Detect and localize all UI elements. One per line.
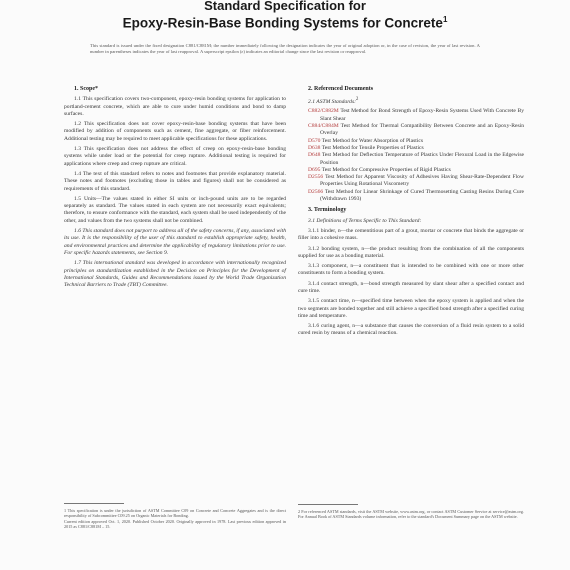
terminology-paragraph: 3.1 Definitions of Terms Specific to This Standard: — [308, 217, 422, 224]
reference-code-link[interactable]: C882/C882M — [308, 108, 339, 115]
terminology-paragraph: 3.1.3 component, n—a constituent that is intended to be combined with one or more other constituents to form a bonding system. — [298, 263, 524, 277]
terminology-paragraph: 3.1.1 binder, n—the cementitious part of a grout, mortar or concrete that binds the aggregate or filler into a cohesive mass. — [298, 227, 524, 242]
title-text: Epoxy-Resin-Base Bonding Systems for Concrete — [122, 15, 443, 31]
reference-code-link[interactable]: D648 — [308, 152, 321, 159]
designation-note: This standard is issued under the fixed designation C881/C881M; the number immediately following the designation indicates the year of original adoption or, in the case of revision, the year of last revision. A number in parentheses indicates the year of last reapproval. A superscript epsilon (ε) indicates an editorial change since the last revision or reapproval. — [90, 43, 480, 55]
reference-code-link[interactable]: D695 — [308, 166, 321, 173]
reference-title: Test Method for Water Absorption of Plastics — [321, 137, 424, 144]
terminology-paragraph: 3.1.4 contact strength, n—bond strength measured by slant shear after a specified contact and cure time. — [298, 280, 524, 294]
footnote-rule-left — [64, 503, 124, 504]
scope-paragraph: 1.4 The text of this standard refers to notes and footnotes that provide explanatory material. These notes and footnotes (excluding those in tables and figures) shall not be considered as requirements of this standard. — [64, 170, 286, 192]
terminology-paragraphs — [298, 218, 524, 338]
reference-item — [308, 123, 524, 138]
reference-code-link[interactable]: C884/C884M — [308, 123, 339, 130]
footnote-rule-right — [298, 504, 358, 505]
scope-paragraph: 1.7 This international standard was developed in accordance with internationally recognized principles on standardization established in the Decision on Principles for the Development of International Standards, Guides and Recommendations issued by the World Trade Organization Technical Barriers to Trade (TBT) Committee. — [64, 260, 286, 289]
terminology-paragraph: 3.1.2 bonding system, n—the product resulting from the combination of all the components supplied for use as a bonding material. — [298, 245, 524, 259]
terminology-paragraph: 3.1.5 contact time, n—specified time between when the epoxy system is applied and when the two segments are bonded together and still achieve a specified bond strength after a specified curing time and temperature. — [298, 298, 524, 319]
reference-code-link[interactable]: D2556 — [308, 174, 324, 181]
right-column — [298, 86, 524, 341]
reference-item — [308, 108, 524, 123]
reference-item — [308, 189, 524, 204]
reference-title: Test Method for Deflection Temperature of Plastics Under Flexural Load in the Edgewise Position — [320, 152, 524, 166]
reference-title: Test Method for Tensile Properties of Plastics — [321, 144, 424, 151]
reference-code-link[interactable]: D2566 — [308, 188, 324, 195]
terminology-heading: 3. Terminology — [308, 207, 347, 214]
title-line-1: Standard Specification for — [204, 0, 366, 13]
scope-paragraphs — [64, 96, 286, 289]
scope-paragraph: 1.6 This standard does not purport to address all of the safety concerns, if any, associated with its use. It is the responsibility of the user of this standard to establish appropriate safety, health, and environmental practices and determine the applicability of regulatory limitations prior to use. For specific hazards statements, see Section 9. — [64, 228, 286, 256]
reference-code-link[interactable]: D638 — [308, 144, 321, 151]
reference-list — [298, 108, 524, 203]
scope-paragraph: 1.1 This specification covers two-component, epoxy-resin bonding systems for application to portland-cement concrete, which are able to cure under humid conditions and bond to damp surfaces. — [64, 96, 286, 117]
left-column — [64, 86, 286, 292]
reference-title: Test Method for Thermal Compatibility Between Concrete and an Epoxy-Resin Overlay — [320, 123, 524, 137]
document-title — [0, 15, 570, 31]
referenced-documents-heading: 2. Referenced Documents — [308, 86, 374, 92]
footnote-jurisdiction: 1 This specification is under the jurisdiction of ASTM Committee C09 on Concrete and Concrete Aggregates and is the direct responsibility of Subcommittee C09.25 on Organic Materials for Bonding. — [64, 508, 286, 519]
title-footnote-marker: 1 — [442, 15, 448, 24]
reference-item — [308, 174, 524, 189]
astm-standards-subheading: 2.1 ASTM Standards:$^2$ — [308, 97, 359, 106]
reference-title: Test Method for Bond Strength of Epoxy-Resin Systems Used With Concrete By Slant Shear — [320, 108, 524, 122]
reference-title: Test Method for Compressive Properties of Rigid Plastics — [321, 166, 451, 173]
footnotes-left — [64, 508, 286, 530]
terminology-paragraph: 3.1.6 curing agent, n—a substance that causes the conversion of a fluid resin system to a solid cured resin by means of a chemical reaction. — [298, 323, 524, 337]
reference-code-link[interactable]: D570 — [308, 137, 321, 144]
reference-title: Test Method for Linear Shrinkage of Cured Thermosetting Casting Resins During Cure (Withdrawn 1993) — [320, 188, 524, 203]
footnote-referenced-standards: 2 For referenced ASTM standards, visit the ASTM website, www.astm.org, or contact ASTM Customer Service at service@astm.org. For Annual Book of ASTM Standards volume information, refer to the standard's Document Summary page on the ASTM website. — [298, 509, 524, 520]
footnotes-right — [298, 509, 524, 520]
reference-item — [308, 152, 524, 167]
scope-paragraph: 1.5 Units—The values stated in either SI units or inch-pound units are to be regarded separately as standard. The values stated in each system are not necessarily exact equivalents; therefore, to ensure conformance with the standard, each system shall be used independently of the other, and values from the two systems shall not be combined. — [64, 195, 286, 224]
scope-paragraph: 1.2 This specification does not cover epoxy-resin-base bonding systems that have been modified by addition of components such as cement, fine aggregate, or fiber reinforcement. Additional testing may be required to meet applicable specifications for these applications. — [64, 121, 286, 142]
reference-title: Test Method for Apparent Viscosity of Adhesives Having Shear-Rate-Dependent Flow Properties Using Rotational Viscometry — [320, 174, 524, 188]
footnote-edition: Current edition approved Oct. 1, 2020. Published October 2020. Originally approved in 1978. Last previous edition approved in 2015 as C881/C881M – 15. — [64, 518, 286, 530]
reference-item — [308, 138, 524, 145]
scope-heading: 1. Scope* — [74, 86, 98, 92]
scope-paragraph: 1.3 This specification does not address the effect of creep on epoxy-resin-base bonding systems while under load or the potential for creep rupture. Additional testing is required for applications where creep and creep rupture are critical. — [64, 146, 286, 167]
